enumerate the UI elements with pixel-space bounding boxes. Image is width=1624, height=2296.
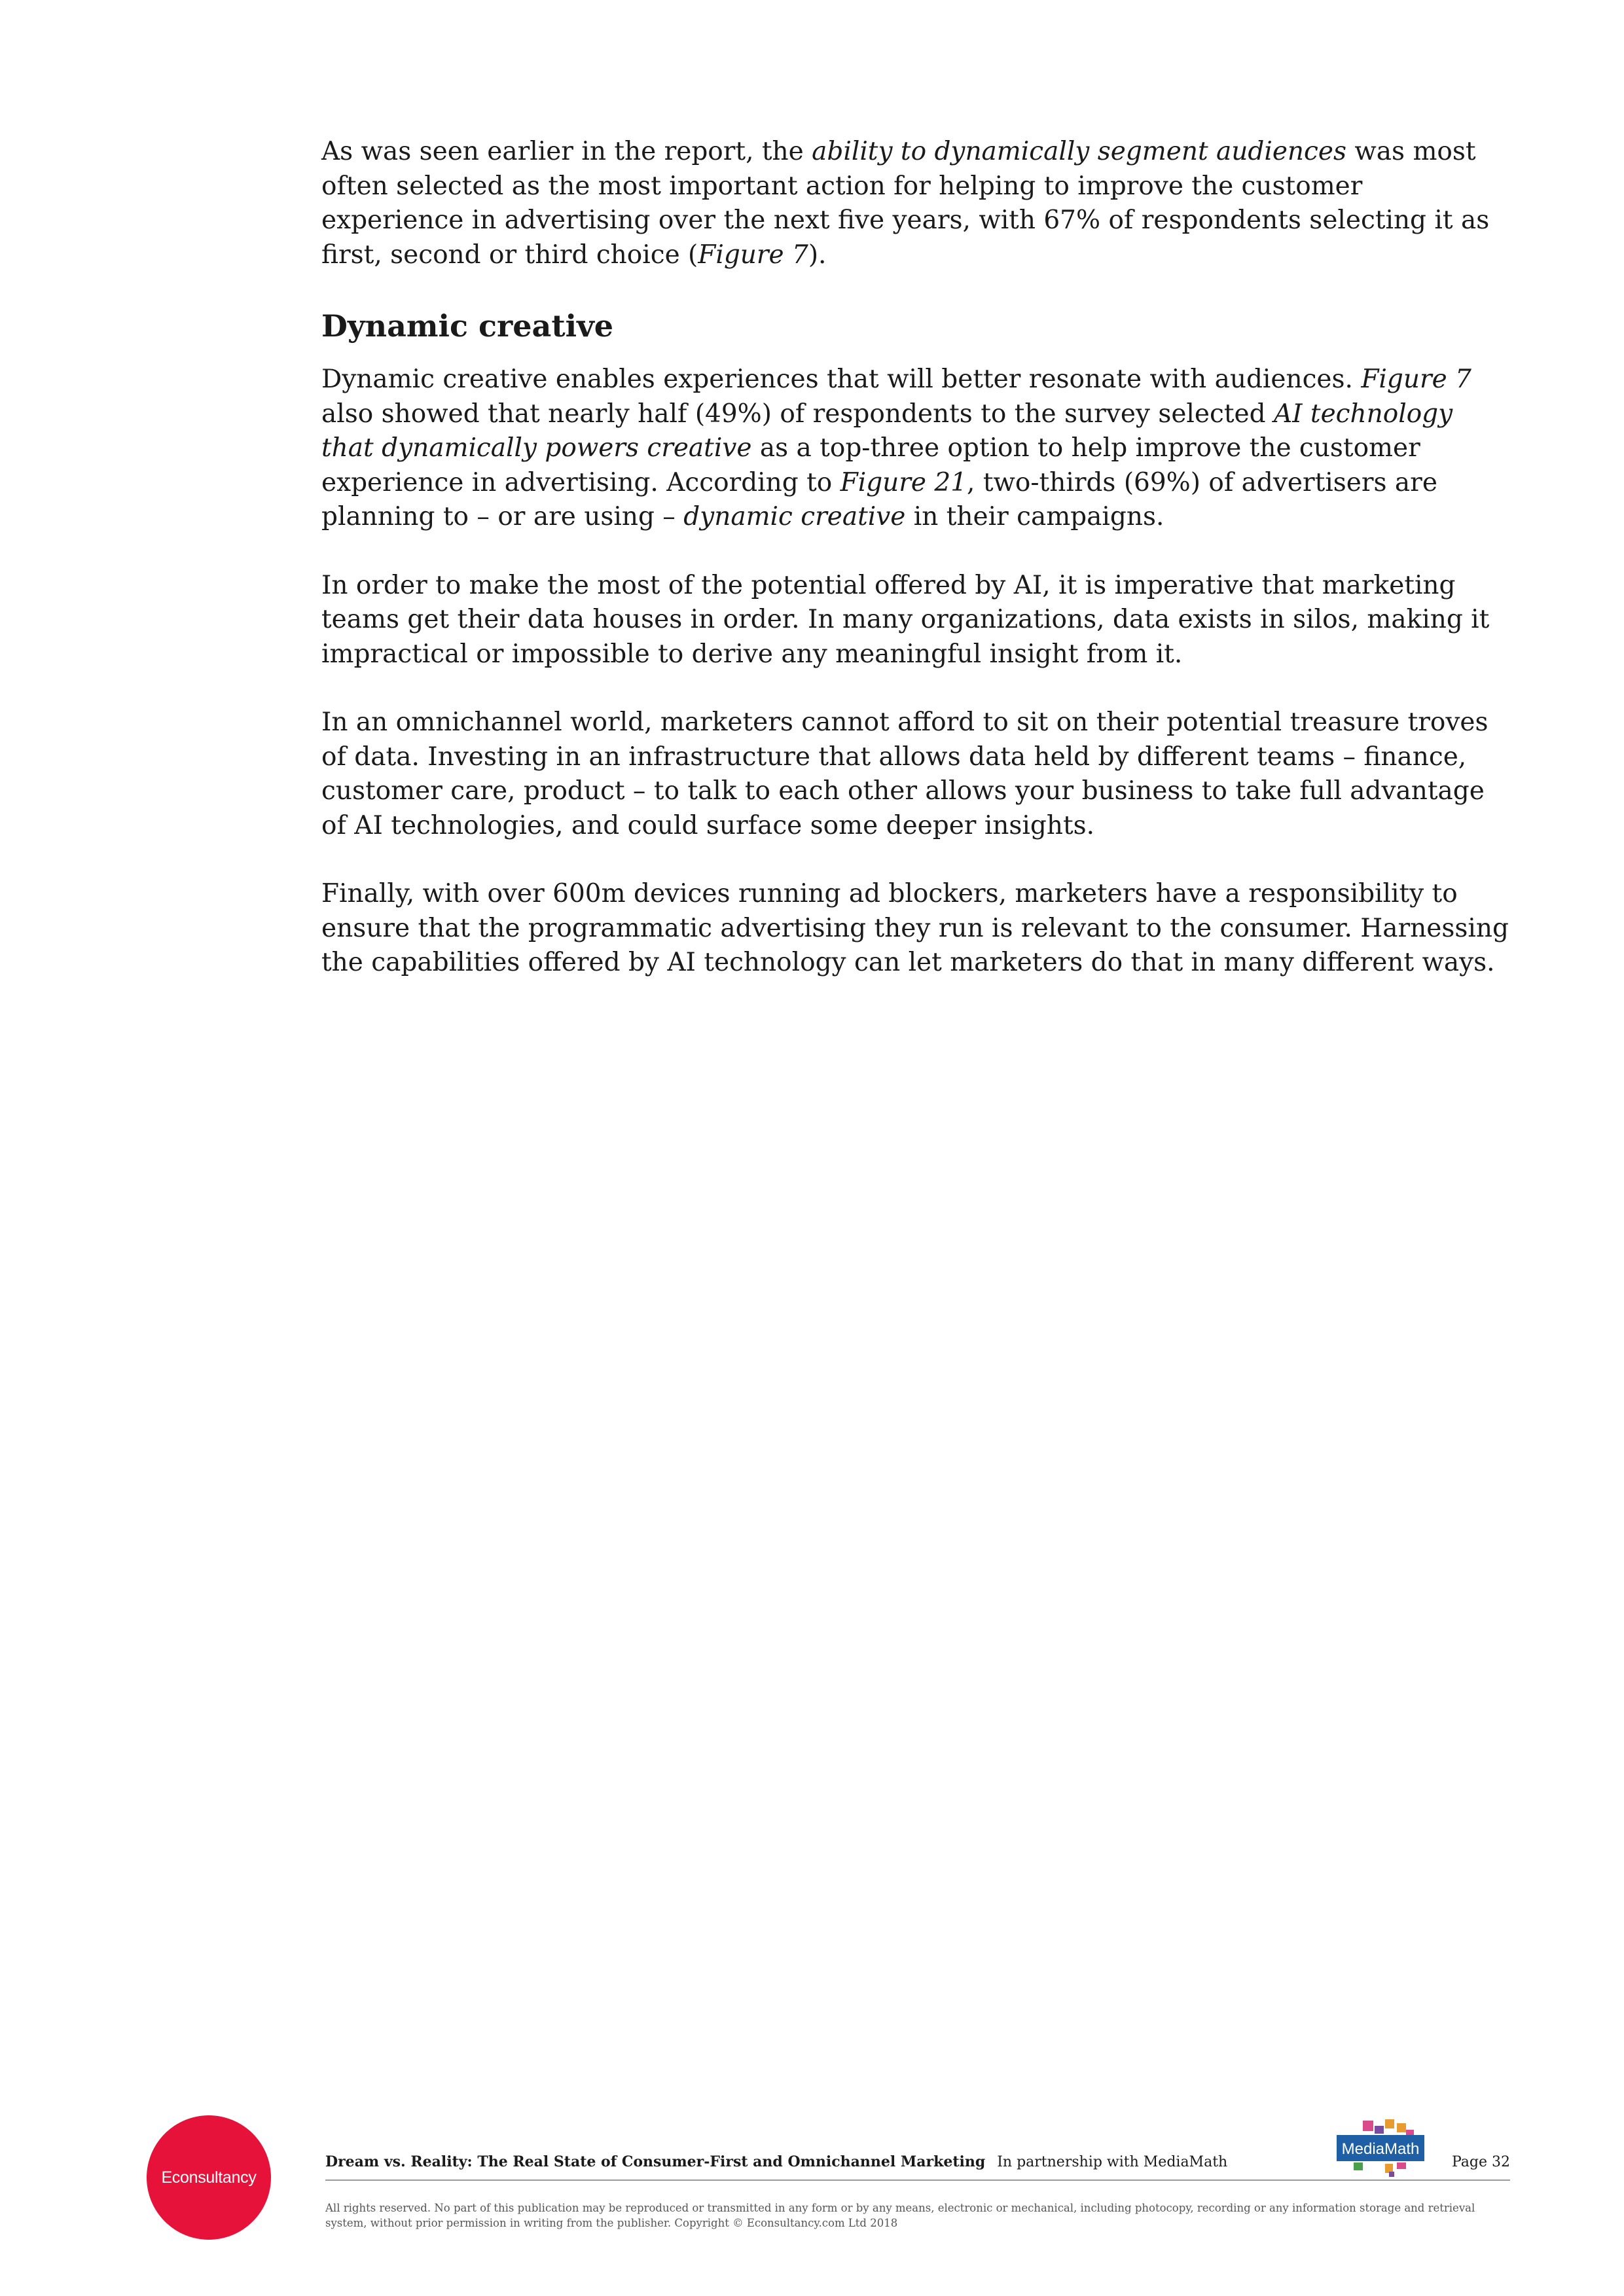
copyright-notice: All rights reserved. No part of this publication may be reproduced or transmitted in any form or by any means, electronic or mechanical, including photocopy, recording or any information storage and retrieval system, without prior permission in writing from the publisher. Copyright © Econsultancy.com Ltd 2018 bbox=[325, 2202, 1475, 2229]
figure-reference: Figure 7 bbox=[1361, 365, 1471, 394]
mediamath-logo-text: MediaMath bbox=[1341, 2140, 1420, 2158]
econsultancy-logo bbox=[147, 2115, 271, 2240]
report-title: Dream vs. Reality: The Real State of Consumer-First and Omnichannel Marketing bbox=[325, 2153, 986, 2170]
footer-divider bbox=[325, 2179, 1510, 2181]
footer-title-line bbox=[325, 2153, 1510, 2170]
section-heading: Dynamic creative bbox=[321, 308, 614, 344]
emphasis-segment-audiences: ability to dynamically segment audiences bbox=[812, 137, 1346, 166]
main-content bbox=[321, 135, 1513, 1014]
page-number: Page 32 bbox=[1451, 2154, 1510, 2170]
paragraph-dynamic-creative: Dynamic creative enables experiences that will better resonate with audiences. Figure 7 also showed that nearly half (49%) of respondents to the survey selected AI technology that dynamically powers creative as a top-three option to help improve the customer experience in advertising. According to Figure 21, two-thirds (69%) of advertisers are planning to – or are using – dynamic creative in their campaigns. bbox=[321, 365, 1471, 531]
paragraph-ad-blockers: Finally, with over 600m devices running ad blockers, marketers have a responsibility to ensure that the programmatic advertising they run is relevant to the consumer. Harnessing the capabilities offered by AI technology can let marketers do that in many different ways. bbox=[321, 879, 1509, 977]
paragraph-segmentation: As was seen earlier in the report, the ability to dynamically segment audiences was most often selected as the most important action for helping to improve the customer experience in advertising over the next five years, with 67% of respondents selecting it as first, second or third choice (Figure 7). bbox=[321, 137, 1490, 270]
mediamath-logo bbox=[1334, 2119, 1427, 2179]
paragraph-omnichannel: In an omnichannel world, marketers cannot afford to sit on their potential treasure troves of data. Investing in an infrastructure that allows data held by different teams – finance, customer care, product – to talk to each other allows your business to take full advantage of AI technologies, and could surface some deeper insights. bbox=[321, 708, 1489, 840]
econsultancy-logo-text: Econsultancy bbox=[161, 2168, 257, 2187]
partner-line: In partnership with MediaMath bbox=[997, 2154, 1228, 2170]
figure-reference: Figure 7 bbox=[698, 240, 808, 270]
paragraph-data-houses: In order to make the most of the potential offered by AI, it is imperative that marketing teams get their data houses in order. In many organizations, data exists in silos, making it impractical or impossible to derive any meaningful insight from it. bbox=[321, 570, 1490, 669]
figure-reference: Figure 21 bbox=[840, 467, 967, 497]
emphasis-dynamic-creative: dynamic creative bbox=[683, 502, 906, 531]
emphasis-ai-technology: AI technology that dynamically powers creative bbox=[321, 399, 1453, 463]
